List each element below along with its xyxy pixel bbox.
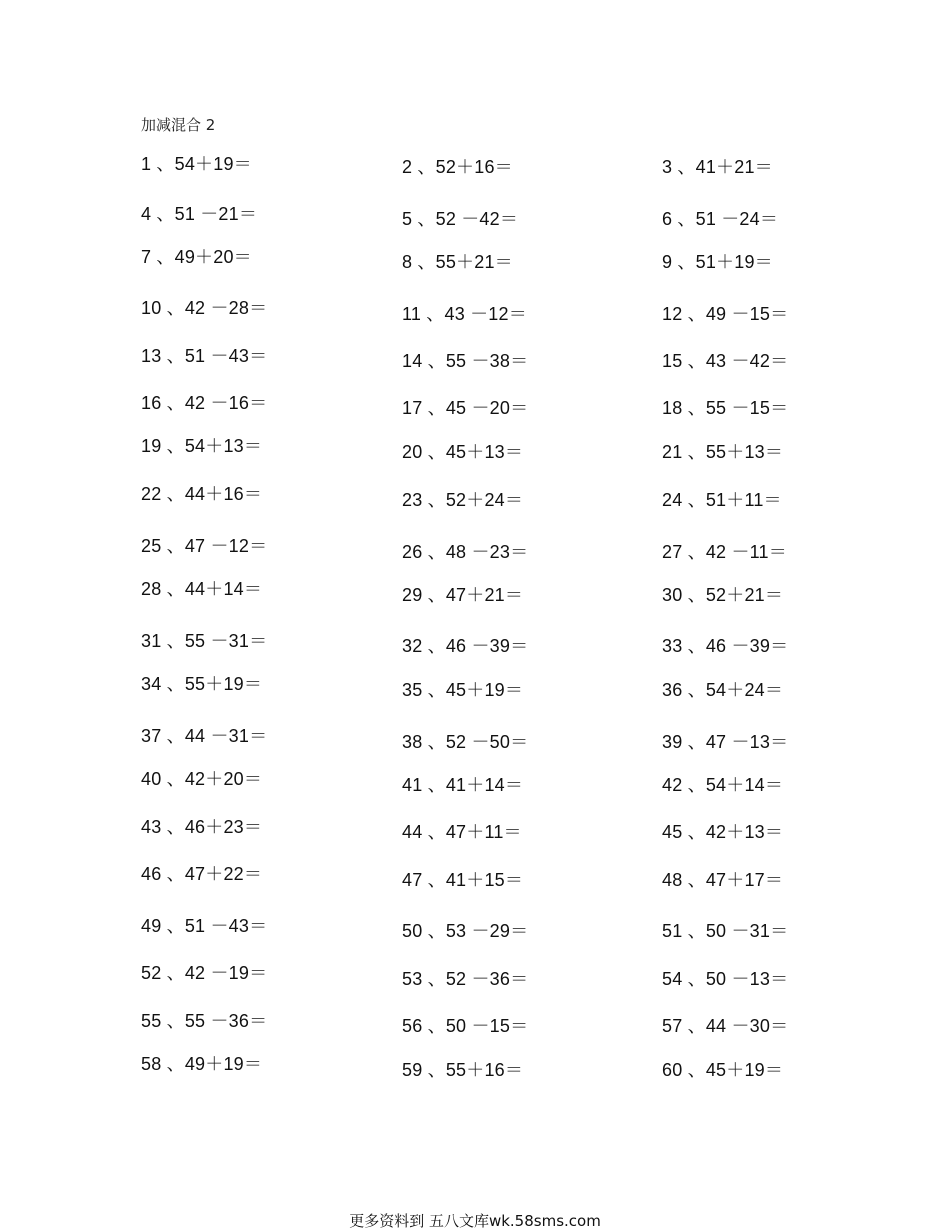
problem-42: 42 、54＋14＝	[662, 775, 784, 795]
problem-26: 26 、48 －23＝	[402, 542, 529, 562]
problem-32: 32 、46 －39＝	[402, 636, 529, 656]
problem-13: 13 、51 －43＝	[141, 346, 268, 366]
problem-45: 45 、42＋13＝	[662, 822, 784, 842]
problem-54: 54 、50 －13＝	[662, 969, 789, 989]
problem-59: 59 、55＋16＝	[402, 1060, 524, 1080]
problem-24: 24 、51＋11＝	[662, 490, 782, 510]
problem-4: 4 、51 －21＝	[141, 204, 258, 224]
problem-21: 21 、55＋13＝	[662, 442, 784, 462]
problem-46: 46 、47＋22＝	[141, 864, 263, 884]
problem-52: 52 、42 －19＝	[141, 963, 268, 983]
problem-7: 7 、49＋20＝	[141, 247, 252, 267]
problem-30: 30 、52＋21＝	[662, 585, 784, 605]
problem-3: 3 、41＋21＝	[662, 157, 773, 177]
problem-47: 47 、41＋15＝	[402, 870, 524, 890]
problem-33: 33 、46 －39＝	[662, 636, 789, 656]
problem-40: 40 、42＋20＝	[141, 769, 263, 789]
problem-49: 49 、51 －43＝	[141, 916, 268, 936]
problem-12: 12 、49 －15＝	[662, 304, 789, 324]
problem-9: 9 、51＋19＝	[662, 252, 773, 272]
problem-39: 39 、47 －13＝	[662, 732, 789, 752]
problem-53: 53 、52 －36＝	[402, 969, 529, 989]
problem-50: 50 、53 －29＝	[402, 921, 529, 941]
problem-2: 2 、52＋16＝	[402, 157, 513, 177]
problem-56: 56 、50 －15＝	[402, 1016, 529, 1036]
page-title: 加减混合 2	[141, 116, 216, 134]
problem-44: 44 、47＋11＝	[402, 822, 522, 842]
problem-17: 17 、45 －20＝	[402, 398, 529, 418]
problem-27: 27 、42 －11＝	[662, 542, 787, 562]
problem-6: 6 、51 －24＝	[662, 209, 779, 229]
problem-23: 23 、52＋24＝	[402, 490, 524, 510]
problem-31: 31 、55 －31＝	[141, 631, 268, 651]
problem-11: 11 、43 －12＝	[402, 304, 527, 324]
problem-57: 57 、44 －30＝	[662, 1016, 789, 1036]
problem-1: 1 、54＋19＝	[141, 154, 252, 174]
problem-36: 36 、54＋24＝	[662, 680, 784, 700]
problem-10: 10 、42 －28＝	[141, 298, 268, 318]
footer-text: 更多资料到 五八文库wk.58sms.com	[349, 1212, 601, 1230]
problem-55: 55 、55 －36＝	[141, 1011, 268, 1031]
problem-58: 58 、49＋19＝	[141, 1054, 263, 1074]
problem-19: 19 、54＋13＝	[141, 436, 263, 456]
problem-22: 22 、44＋16＝	[141, 484, 263, 504]
problem-15: 15 、43 －42＝	[662, 351, 789, 371]
problem-18: 18 、55 －15＝	[662, 398, 789, 418]
problem-37: 37 、44 －31＝	[141, 726, 268, 746]
problem-35: 35 、45＋19＝	[402, 680, 524, 700]
problem-14: 14 、55 －38＝	[402, 351, 529, 371]
problem-34: 34 、55＋19＝	[141, 674, 263, 694]
problem-8: 8 、55＋21＝	[402, 252, 513, 272]
problem-41: 41 、41＋14＝	[402, 775, 524, 795]
problem-28: 28 、44＋14＝	[141, 579, 263, 599]
problem-5: 5 、52 －42＝	[402, 209, 519, 229]
problem-29: 29 、47＋21＝	[402, 585, 524, 605]
problem-20: 20 、45＋13＝	[402, 442, 524, 462]
problem-16: 16 、42 －16＝	[141, 393, 268, 413]
problem-51: 51 、50 －31＝	[662, 921, 789, 941]
problem-43: 43 、46＋23＝	[141, 817, 263, 837]
problem-48: 48 、47＋17＝	[662, 870, 784, 890]
problem-60: 60 、45＋19＝	[662, 1060, 784, 1080]
problem-38: 38 、52 －50＝	[402, 732, 529, 752]
problem-25: 25 、47 －12＝	[141, 536, 268, 556]
